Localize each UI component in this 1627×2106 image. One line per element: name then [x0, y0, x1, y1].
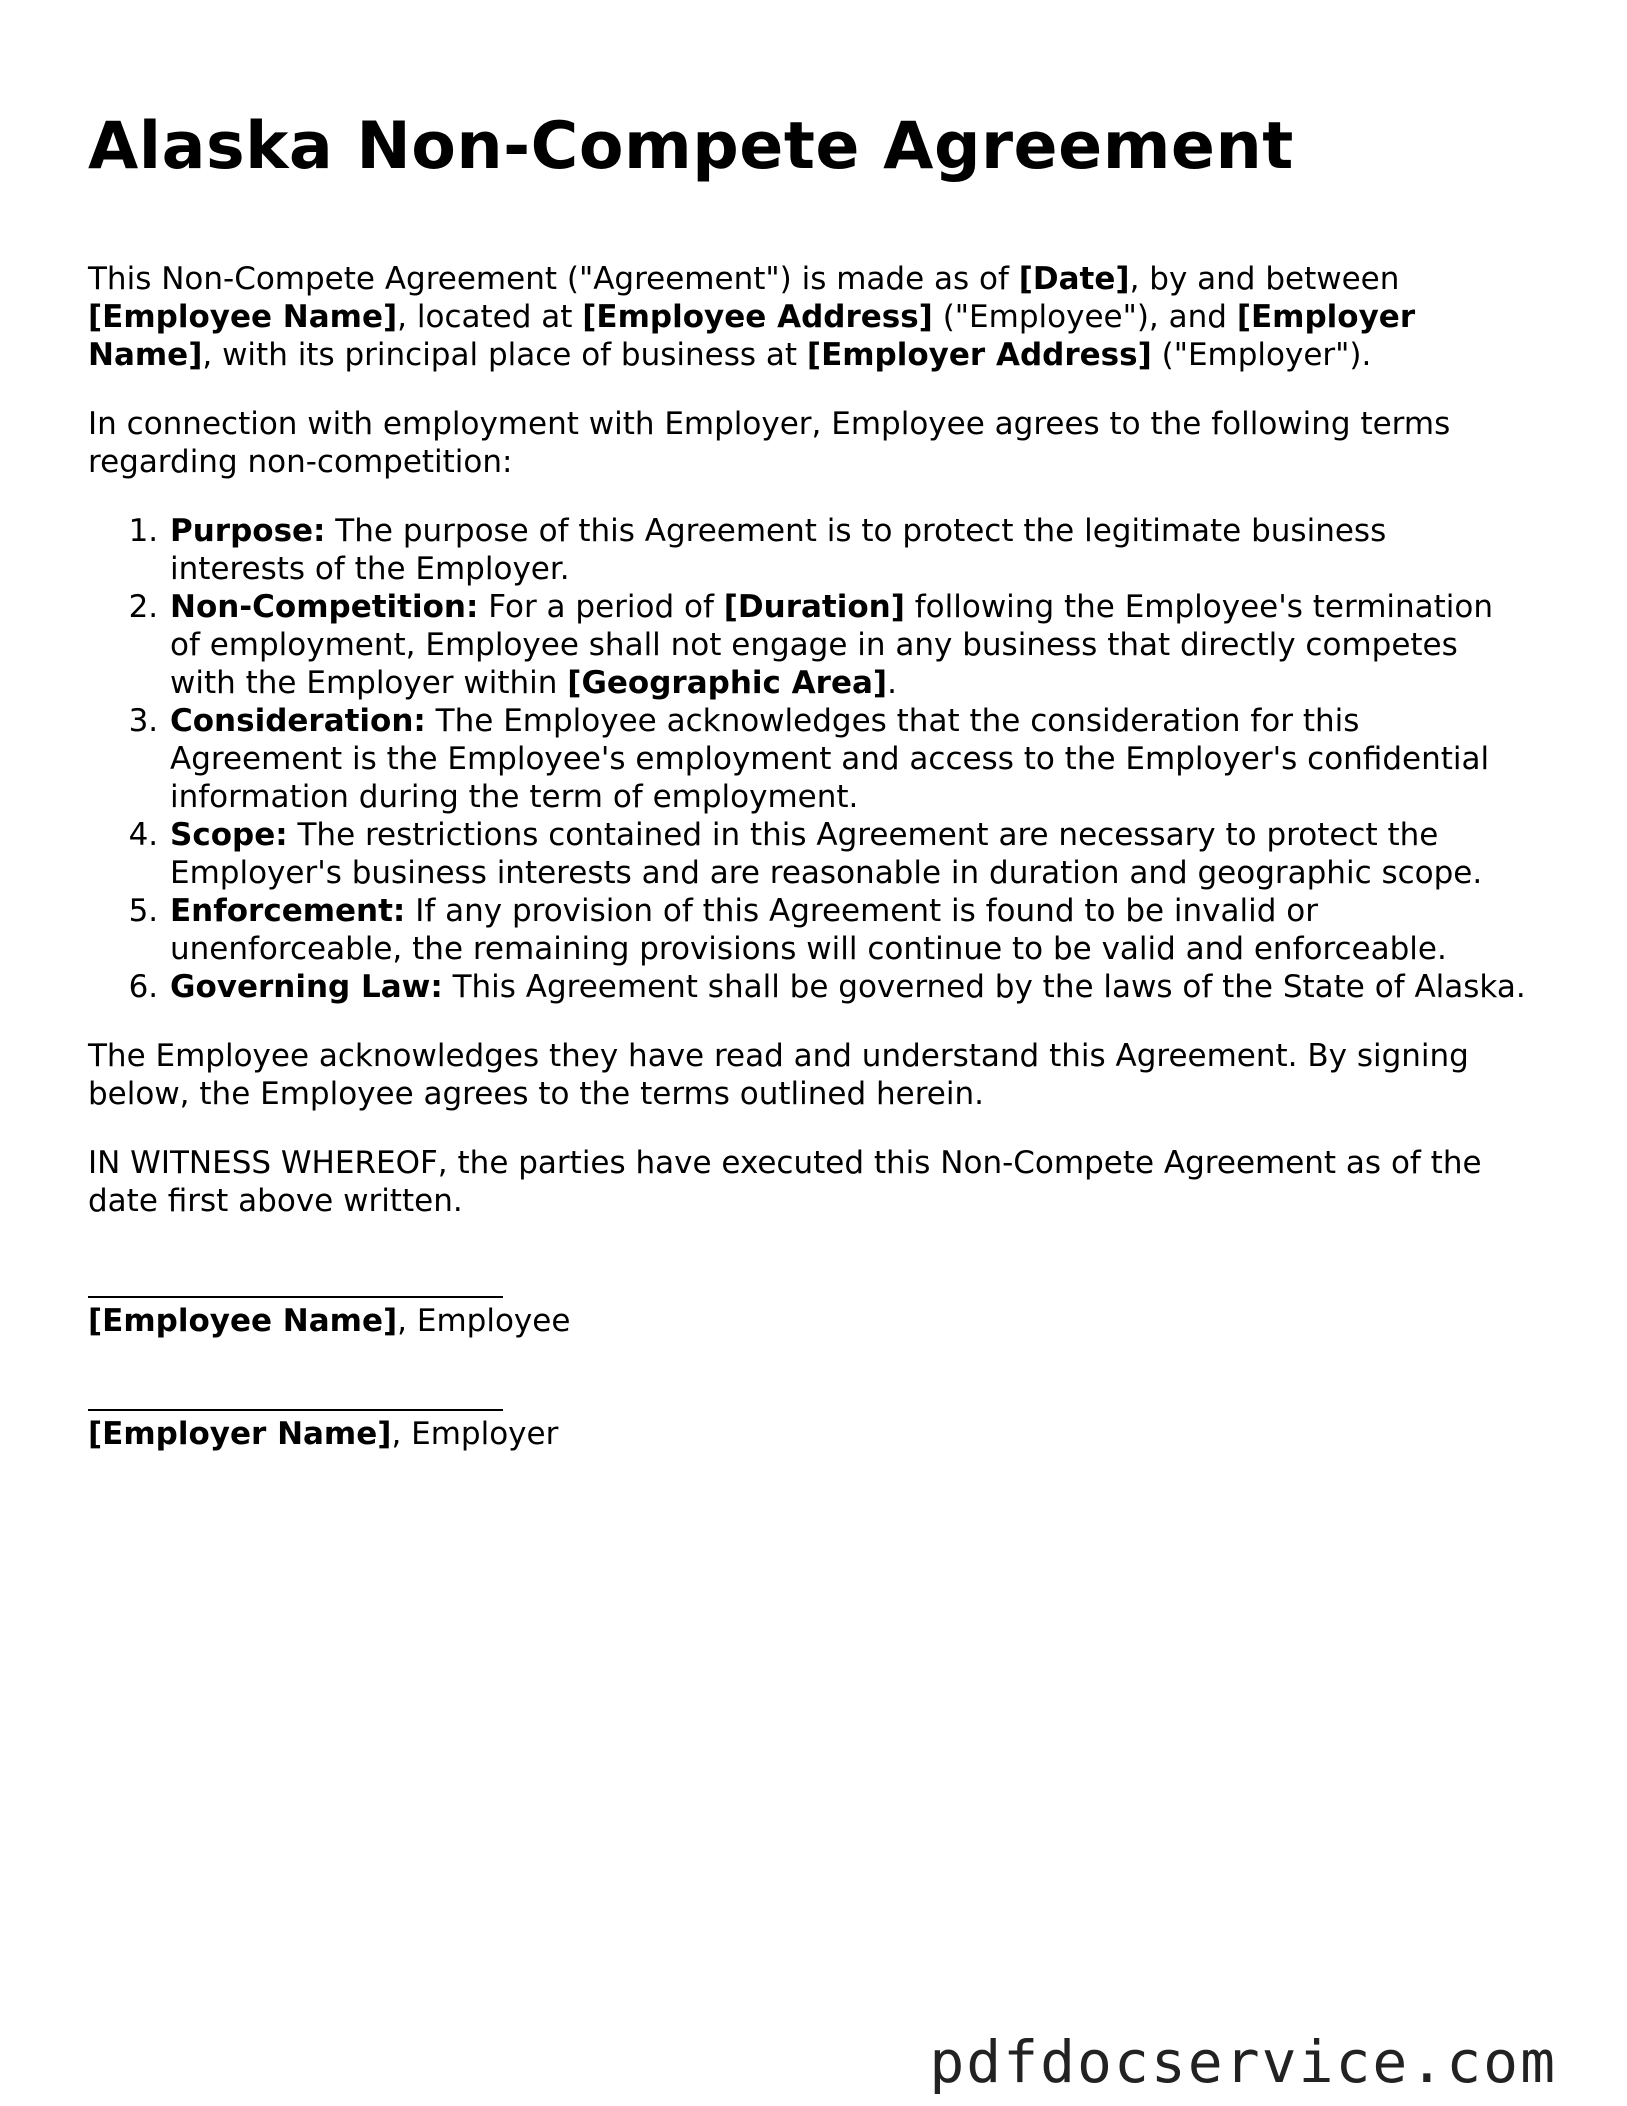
term-text: following the Employee's termination of employment, Employee shall not engage in any business that directly competes with the Employer within	[170, 589, 1494, 701]
intro-text: , by and between	[1129, 261, 1400, 297]
term-label: Non-Competition:	[170, 589, 479, 625]
term-label: Purpose:	[170, 513, 326, 549]
employer-name-placeholder: [Employer Name]	[88, 299, 1416, 373]
employee-name-placeholder: [Employee Name]	[88, 299, 398, 335]
term-text: The restrictions contained in this Agreement are necessary to protect the Employer's business interests and are reasonable in duration and geographic scope.	[170, 817, 1483, 891]
document-page	[88, 108, 1528, 1453]
acknowledgment-paragraph: The Employee acknowledges they have read and understand this Agreement. By signing below, the Employee agrees to the terms outlined herein.	[88, 1038, 1469, 1112]
terms-list	[88, 512, 1528, 1006]
intro-text: This Non-Compete Agreement ("Agreement") is made as of	[88, 261, 1019, 297]
signature-role: , Employer	[391, 1416, 559, 1452]
term-text: For a period of	[478, 589, 724, 625]
employee-signature-line[interactable]	[88, 1272, 503, 1298]
witness-paragraph: IN WITNESS WHEREOF, the parties have executed this Non-Compete Agreement as of the date first above written.	[88, 1145, 1482, 1219]
term-governing-law	[168, 968, 1528, 1006]
employee-signature-block	[88, 1272, 1528, 1340]
term-enforcement	[168, 892, 1528, 968]
term-label: Governing Law:	[170, 969, 443, 1005]
employer-signature-caption	[88, 1415, 1528, 1453]
term-text: .	[887, 665, 897, 701]
term-scope	[168, 816, 1528, 892]
intro-text: ("Employer").	[1151, 337, 1372, 373]
term-text: If any provision of this Agreement is found to be invalid or unenforceable, the remaining provisions will continue to be valid and enforceable.	[170, 893, 1447, 967]
term-label: Consideration:	[170, 703, 426, 739]
lead-paragraph: In connection with employment with Employer, Employee agrees to the following terms regarding non-competition:	[88, 406, 1451, 480]
employer-address-placeholder: [Employer Address]	[806, 337, 1152, 373]
term-label: Enforcement:	[170, 893, 406, 929]
employer-signature-line[interactable]	[88, 1385, 503, 1411]
term-non-competition	[168, 588, 1528, 702]
employer-signature-block	[88, 1385, 1528, 1453]
signature-role: , Employee	[397, 1303, 571, 1339]
employee-name-placeholder: [Employee Name]	[88, 1303, 398, 1339]
intro-text: ("Employee"), and	[932, 299, 1237, 335]
date-placeholder: [Date]	[1018, 261, 1130, 297]
duration-placeholder: [Duration]	[723, 589, 905, 625]
intro-paragraph	[88, 260, 1528, 374]
term-consideration	[168, 702, 1528, 816]
term-label: Scope:	[170, 817, 288, 853]
intro-text: , located at	[397, 299, 583, 335]
term-text: The purpose of this Agreement is to protect the legitimate business interests of the Employer.	[170, 513, 1387, 587]
intro-text: , with its principal place of business at	[202, 337, 807, 373]
watermark: pdfdocservice.com	[929, 2028, 1557, 2096]
employee-address-placeholder: [Employee Address]	[582, 299, 933, 335]
document-title: Alaska Non-Compete Agreement	[88, 109, 1294, 184]
term-purpose	[168, 512, 1528, 588]
term-text: The Employee acknowledges that the consideration for this Agreement is the Employee's employment and access to the Employer's confidential information during the term of employment.	[170, 703, 1490, 815]
employer-name-placeholder: [Employer Name]	[88, 1416, 392, 1452]
geographic-area-placeholder: [Geographic Area]	[567, 665, 888, 701]
term-text: This Agreement shall be governed by the laws of the State of Alaska.	[442, 969, 1526, 1005]
employee-signature-caption	[88, 1302, 1528, 1340]
